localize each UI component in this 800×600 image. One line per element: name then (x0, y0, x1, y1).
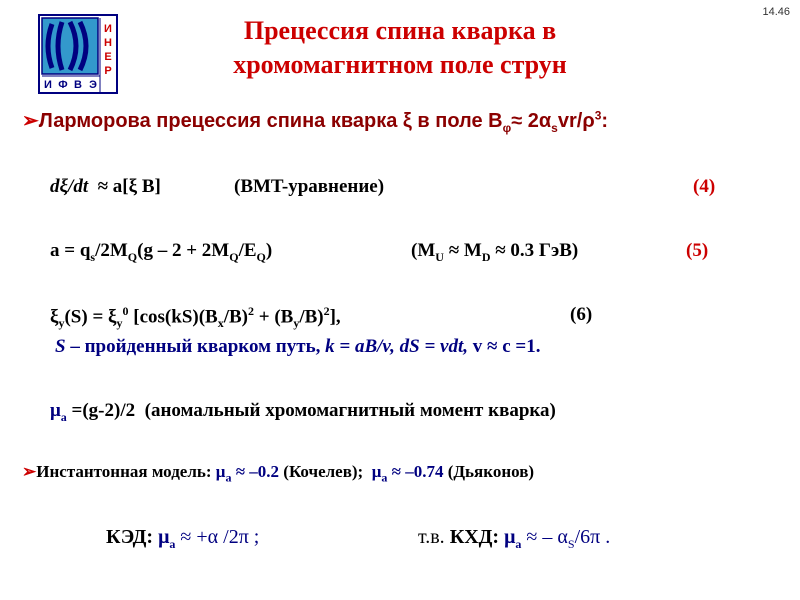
eq4-number: (4) (693, 176, 716, 197)
mu-anomalous-line: $\mu_a =(g-2)/2$ (аномальный хромомагнитный момент кварка) (50, 400, 556, 424)
bullet-arrow-icon: ➢ (22, 110, 39, 132)
slide-number: 14.46 (762, 6, 790, 18)
bullet-arrow-icon-2: ➢ (22, 462, 37, 481)
bullet-instanton: ➢Инстантонная модель: $\mu_a \approx -0.2$ (Кочелев); $\mu_a \approx -0.74$ (Дьяконов) (22, 462, 535, 485)
eq4-note: (BMT-уравнение) (234, 176, 385, 197)
equation-5: $a = q_s/2M_Q(g - 2 + 2M_Q/E_Q)$ (50, 240, 273, 264)
eq5-number: (5) (686, 240, 709, 261)
qcd-line: т.в. КХД: $\mu_a$ ≈ – $\alpha_S/6\pi$ . (418, 526, 611, 551)
logo-letter-v: В (74, 79, 82, 91)
eq5-note: ($M_U \approx M_D \approx 0.3$ ГэВ) (411, 240, 579, 264)
eq6-note: S – пройденный кварком путь, k = aB/v, dS = vdt, v ≈ c =1. (55, 336, 541, 357)
logo-letter-i: И (104, 23, 112, 35)
eq4-rhs: ≈ a[ξ B] (97, 176, 161, 197)
title-line-1: Прецессия спина кварка в (243, 16, 557, 45)
logo-letter-f: Ф (58, 79, 68, 91)
logo-letter-e: Е (104, 51, 112, 63)
equation-4 (50, 176, 161, 198)
logo-letter-n: Н (104, 37, 112, 49)
title-line-2: хромомагнитном поле струн (233, 50, 567, 79)
eq4-lhs: dξ/dt (50, 176, 89, 197)
bullet-larmor: ➢Ларморова прецессия спина кварка ξ в поле $B_\varphi\approx 2\alpha_svr/\rho^3$: (22, 108, 609, 135)
qed-line: КЭД: $\mu_a \approx +\alpha$ /2π ; (106, 526, 260, 551)
eq6-number: (6) (570, 304, 593, 325)
logo-letter-i2: И (44, 79, 52, 91)
logo-letter-r: Р (104, 65, 112, 77)
equation-6: $\xi_y(S) = \xi_y^0$ $[\cos(kS)(B_x/B)^2 + (B_y/B)^2]$, (50, 304, 341, 331)
logo-letter-e2: Э (89, 79, 97, 91)
